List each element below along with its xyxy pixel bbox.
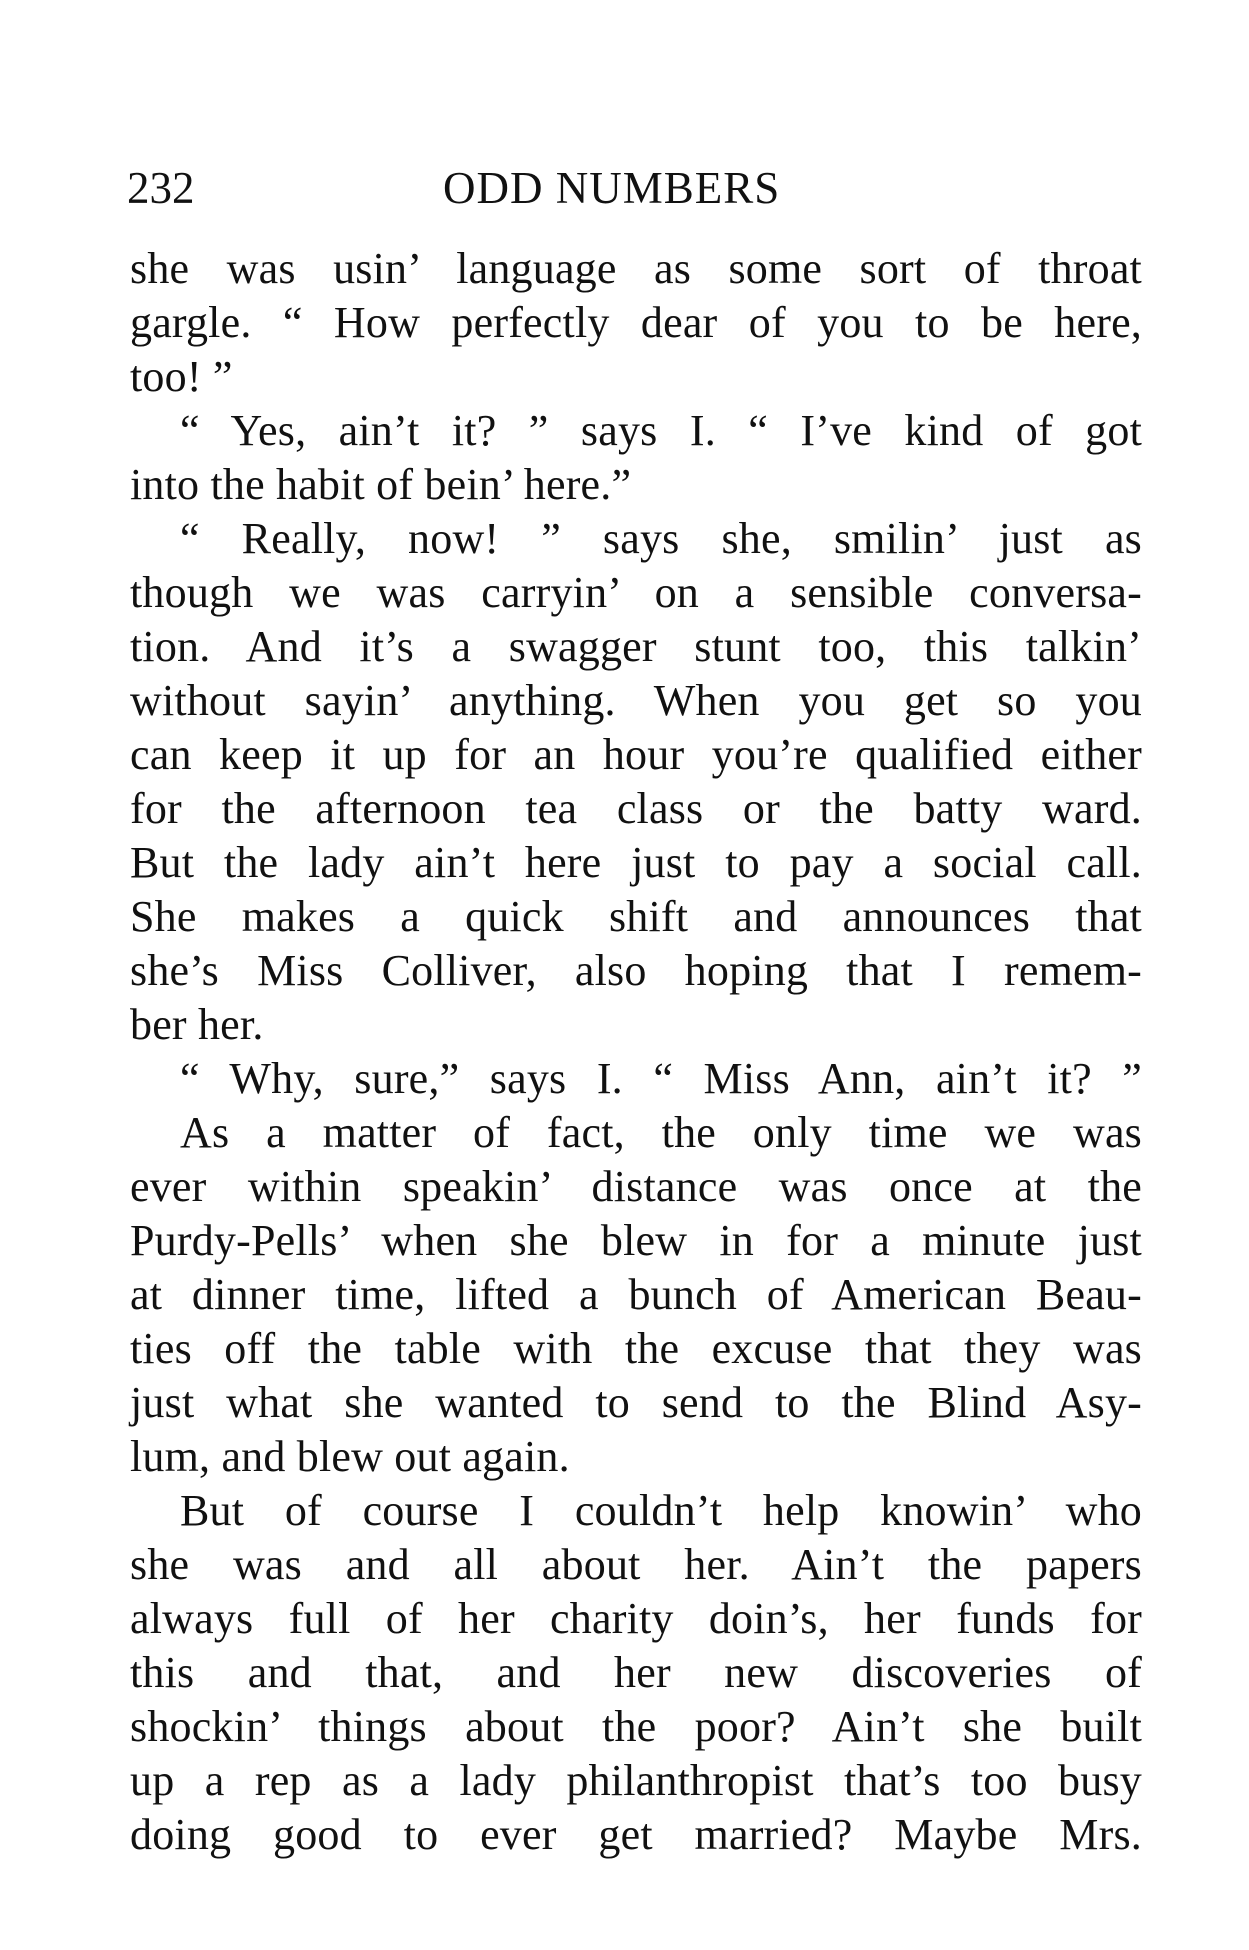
text-line: “ Why, sure,” says I. “ Miss Ann, ain’t it? ” xyxy=(180,1054,1142,1103)
text-line: she was and all about her. Ain’t the papers xyxy=(130,1540,1142,1589)
text-line: though we was carryin’ on a sensible conversa- xyxy=(130,568,1142,617)
text-line: without sayin’ anything. When you get so you xyxy=(130,676,1142,725)
text-line: shockin’ things about the poor? Ain’t she built xyxy=(130,1702,1142,1751)
text-line: gargle. “ How perfectly dear of you to be here, xyxy=(130,298,1142,347)
text-line: doing good to ever get married? Maybe Mrs. xyxy=(130,1810,1142,1859)
text-line: can keep it up for an hour you’re qualified either xyxy=(130,730,1142,779)
text-line: just what she wanted to send to the Blind Asy- xyxy=(130,1378,1142,1427)
text-line: “ Really, now! ” says she, smilin’ just as xyxy=(180,514,1142,563)
text-line: into the habit of bein’ here.” xyxy=(130,460,632,509)
text-line: too! ” xyxy=(130,352,233,401)
text-line: As a matter of fact, the only time we was xyxy=(180,1108,1142,1157)
text-line: she was usin’ language as some sort of throat xyxy=(130,244,1142,293)
text-line: up a rep as a lady philanthropist that’s too busy xyxy=(130,1756,1142,1805)
running-title: ODD NUMBERS xyxy=(443,163,781,213)
text-line: lum, and blew out again. xyxy=(130,1432,570,1481)
text-line: this and that, and her new discoveries of xyxy=(130,1648,1142,1697)
text-line: She makes a quick shift and announces that xyxy=(130,892,1142,941)
page-number: 232 xyxy=(127,163,195,213)
text-line: But of course I couldn’t help knowin’ who xyxy=(180,1486,1142,1535)
text-line: at dinner time, lifted a bunch of American Beau- xyxy=(130,1270,1142,1319)
body-text xyxy=(130,242,1142,1862)
text-line: tion. And it’s a swagger stunt too, this talkin’ xyxy=(130,622,1142,671)
text-line: ties off the table with the excuse that they was xyxy=(130,1324,1142,1373)
text-line: for the afternoon tea class or the batty ward. xyxy=(130,784,1142,833)
text-line: ever within speakin’ distance was once at the xyxy=(130,1162,1142,1211)
text-line: But the lady ain’t here just to pay a social call. xyxy=(130,838,1142,887)
text-line: “ Yes, ain’t it? ” says I. “ I’ve kind of got xyxy=(180,406,1142,455)
text-line: she’s Miss Colliver, also hoping that I remem- xyxy=(130,946,1142,995)
text-line: Purdy-Pells’ when she blew in for a minute just xyxy=(130,1216,1142,1265)
page-header xyxy=(127,160,1137,216)
text-line: always full of her charity doin’s, her funds for xyxy=(130,1594,1142,1643)
text-line: ber her. xyxy=(130,1000,264,1049)
